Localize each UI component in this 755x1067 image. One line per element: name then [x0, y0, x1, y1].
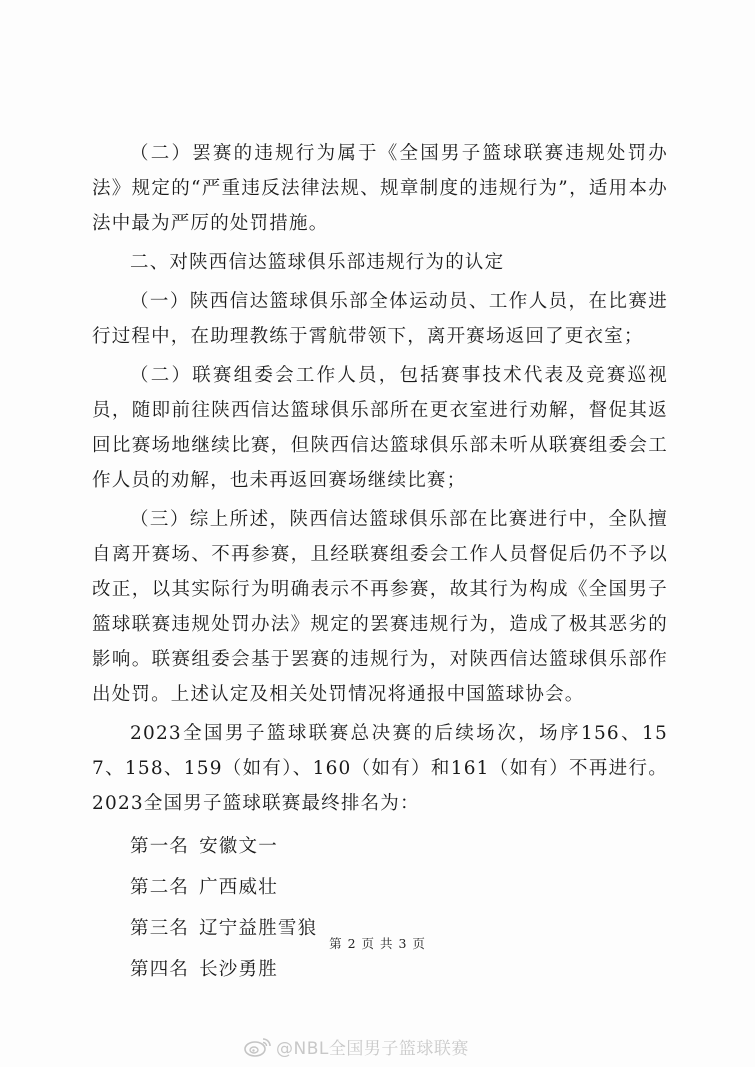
- paragraph-left-court: （一）陕西信达篮球俱乐部全体运动员、工作人员，在比赛进行过程中，在助理教练于霄航带领下，离开赛场返回了更衣室；: [92, 291, 668, 347]
- ranking-place: 第二名: [130, 877, 190, 898]
- ranking-place: 第三名: [130, 918, 190, 939]
- ranking-team: 辽宁益胜雪狼: [199, 918, 318, 939]
- paragraph-persuasion: （二）联赛组委会工作人员，包括赛事技术代表及竞赛巡视员，随即前往陕西信达篮球俱乐部所在更衣室进行劝解，督促其返回比赛场地继续比赛，但陕西信达篮球俱乐部未听从联赛组委会工作人员的劝解，也未再返回赛场继续比赛；: [92, 365, 668, 491]
- weibo-icon: [244, 1036, 272, 1058]
- section-heading-determination: 二、对陕西信达篮球俱乐部违规行为的认定: [130, 252, 505, 273]
- weibo-watermark: [244, 1034, 469, 1059]
- rankings-list: [92, 829, 668, 987]
- paragraph-strike-rule: （二）罢赛的违规行为属于《全国男子篮球联赛违规处罚办法》规定的“严重违反法律法规、规章制度的违规行为”，适用本办法中最为严厉的处罚措施。: [92, 143, 668, 234]
- page-number-footer: 第 2 页 共 3 页: [329, 936, 426, 951]
- ranking-item: [92, 829, 668, 864]
- ranking-team: 长沙勇胜: [199, 959, 278, 980]
- paragraph-conclusion: （三）综上所述，陕西信达篮球俱乐部在比赛进行中，全队擅自离开赛场、不再参赛，且经联赛组委会工作人员督促后仍不予以改正，以其实际行为明确表示不再参赛，故其行为构成《全国男子篮球联赛违规处罚办法》规定的罢赛违规行为，造成了极其恶劣的影响。联赛组委会基于罢赛的违规行为，对陕西信达篮球俱乐部作出处罚。上述认定及相关处罚情况将通报中国篮球协会。: [92, 509, 668, 705]
- ranking-place: 第四名: [130, 959, 190, 980]
- ranking-team: 安徽文一: [199, 836, 278, 857]
- ranking-team: 广西威壮: [199, 877, 278, 898]
- ranking-item: [92, 870, 668, 905]
- watermark-text: @NBL全国男子篮球联赛: [276, 1039, 469, 1059]
- paragraph-cancelled-games: 2023全国男子篮球联赛总决赛的后续场次，场序156、157、158、159（如有）、160（如有）和161（如有）不再进行。2023全国男子篮球联赛最终排名为：: [92, 723, 668, 814]
- document-body: [92, 136, 668, 987]
- ranking-item: [92, 952, 668, 987]
- ranking-place: 第一名: [130, 836, 190, 857]
